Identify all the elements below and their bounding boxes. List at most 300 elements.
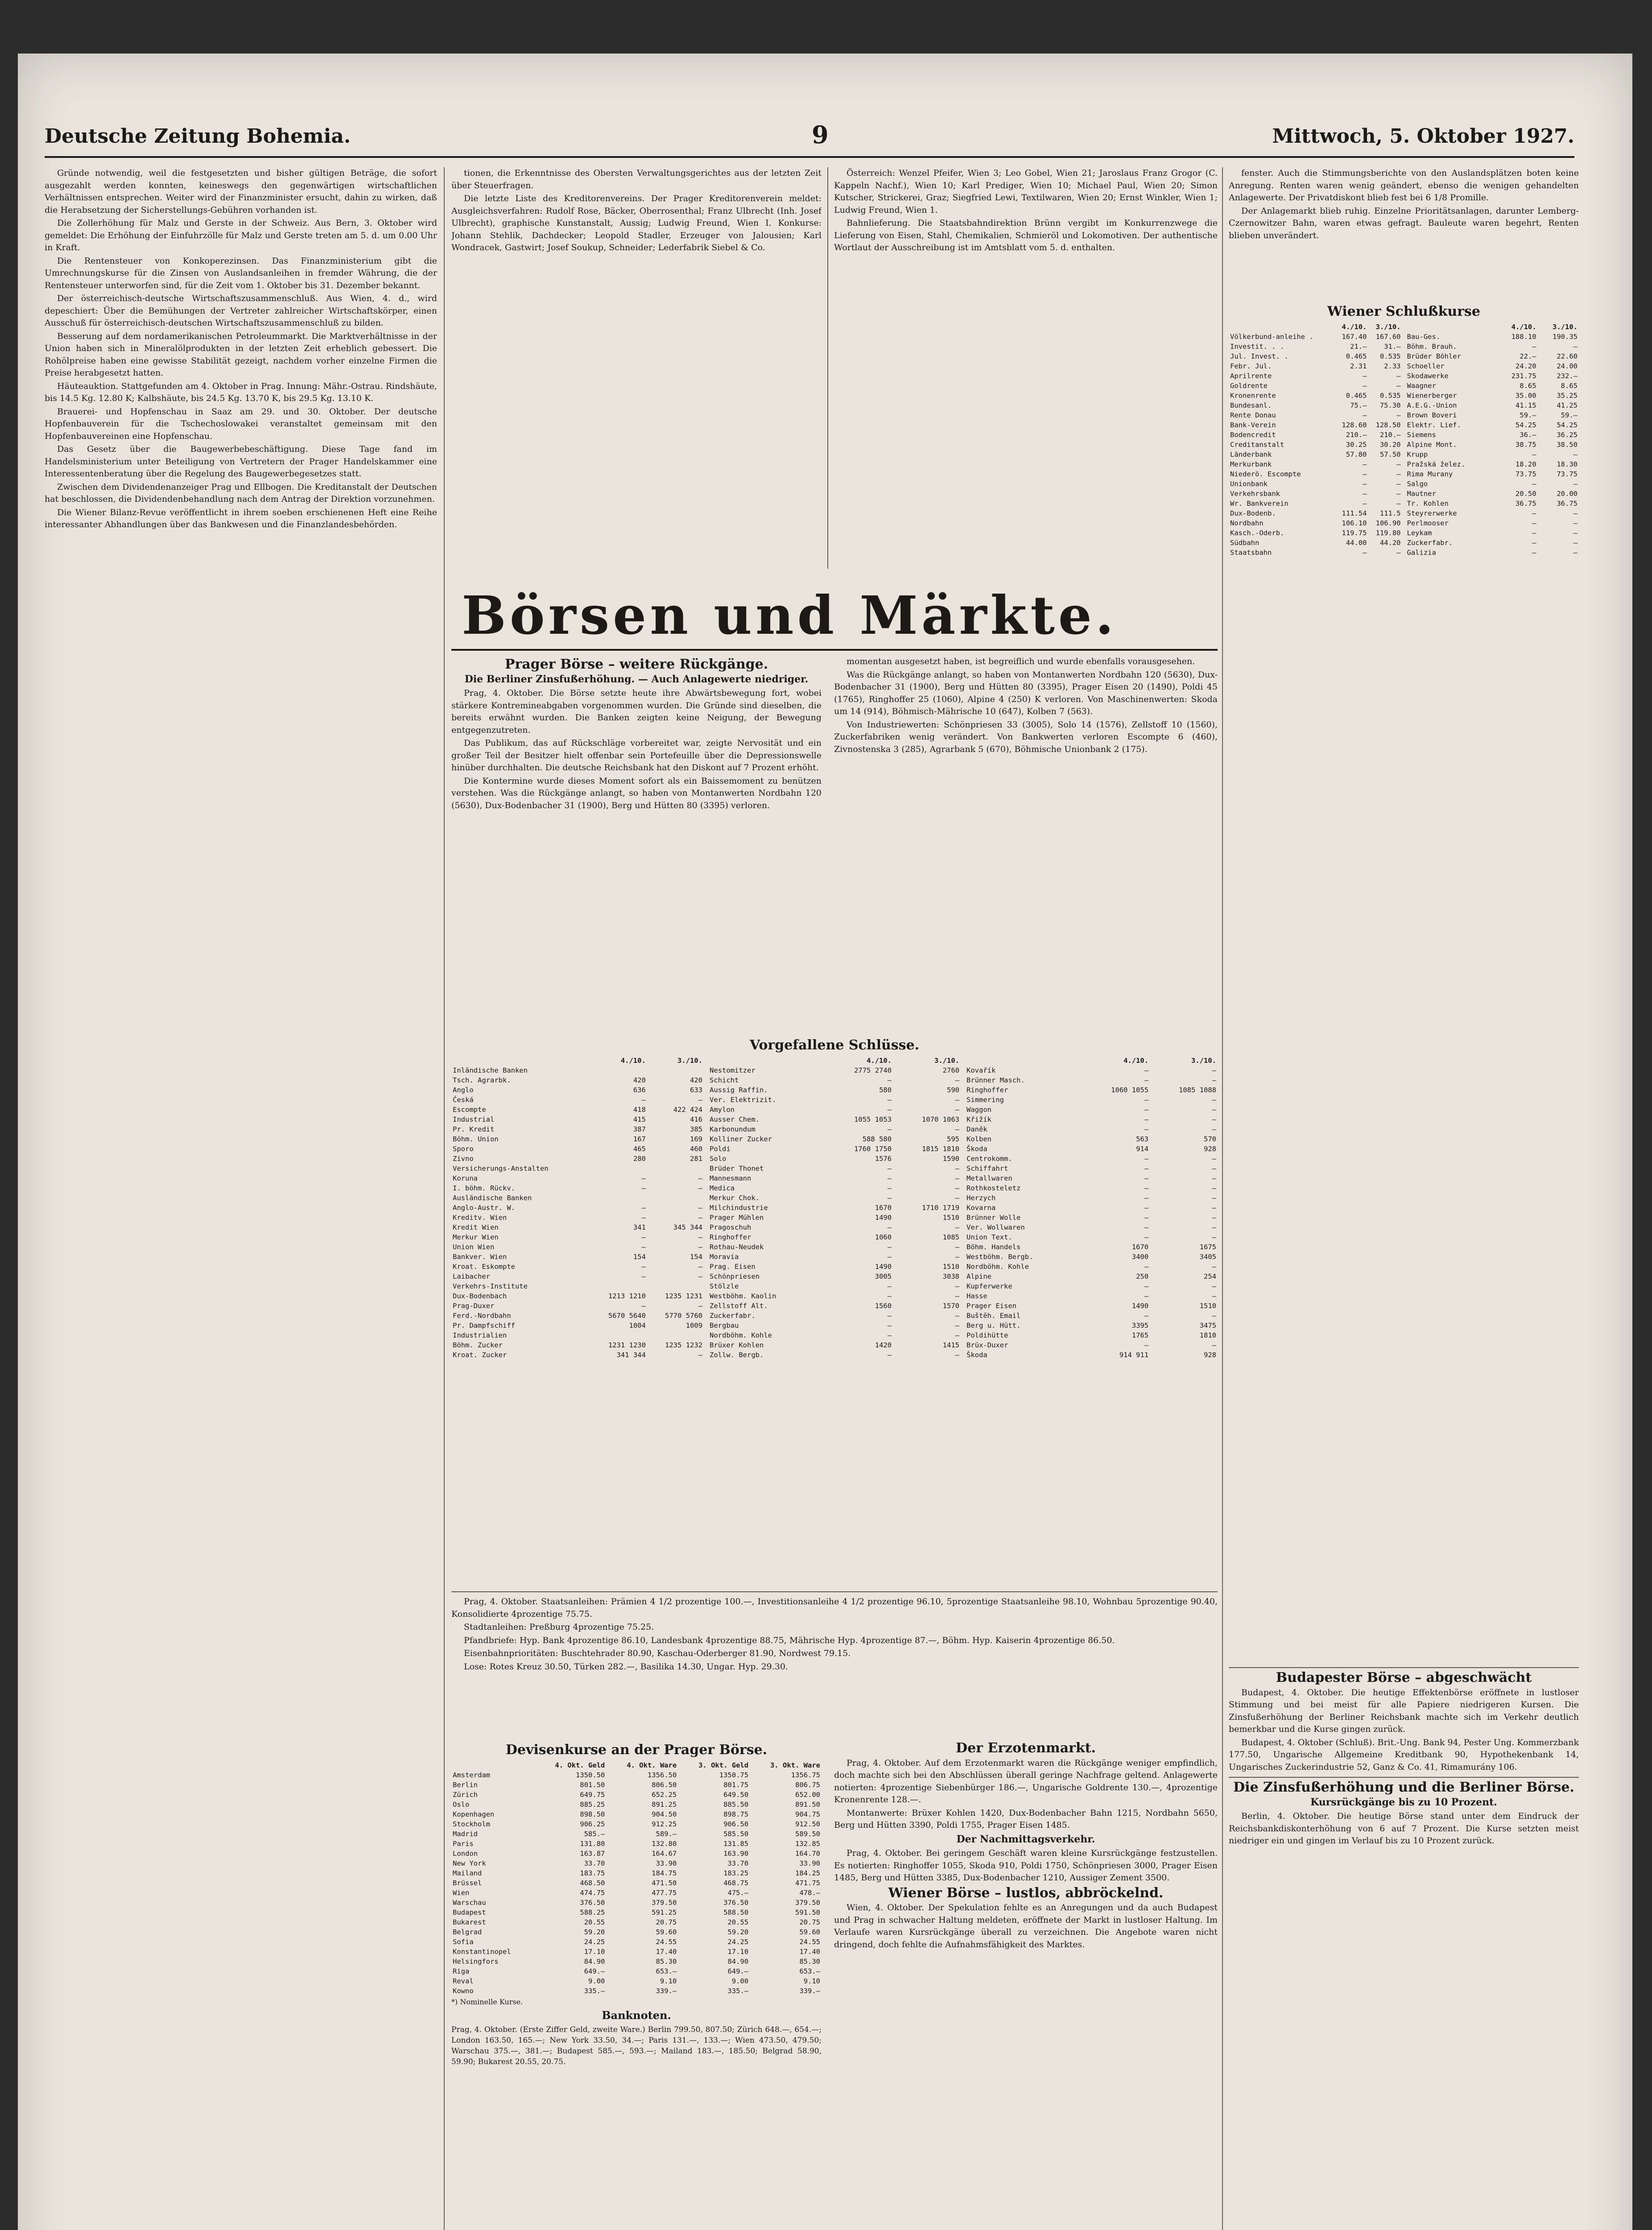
article-paragraph: Das Gesetz über die Baugewerbebeschäftigung. Diese Tage fand im Handelsministerium unter Beteiligung von Vertretern der Prager Handelskammer eine Interessentenberatung über die Regelung des Baugewerbegesetzes statt. xyxy=(45,444,437,479)
kolonne-a-row xyxy=(451,1232,704,1242)
quote-value: 17.40 xyxy=(799,1948,820,1956)
quote-value: 131.80 xyxy=(580,1840,605,1848)
quote-value: 33.70 xyxy=(727,1859,749,1867)
security-name: Zürich xyxy=(453,1791,478,1799)
quote-value: 190.35 xyxy=(1553,333,1578,341)
quote-value: 1815 1810 xyxy=(922,1145,959,1153)
quote-value: 2.33 xyxy=(1384,362,1401,370)
kolonne-a-row xyxy=(451,1075,704,1085)
article-title: Budapester Börse – abgeschwächt xyxy=(1276,1670,1532,1685)
security-name: Waagner xyxy=(1407,382,1436,390)
quote-value: 335.— xyxy=(727,1987,749,1995)
quote-value: 1760 1750 xyxy=(854,1145,892,1153)
kolonne-b-row xyxy=(708,1222,961,1232)
quote-value: 169 xyxy=(690,1135,702,1143)
security-name: Westböhm. Bergb. xyxy=(966,1253,1033,1261)
security-name: Völkerbund-anleihe . xyxy=(1230,333,1313,341)
security-name: Ferd.-Nordbahn xyxy=(453,1312,511,1320)
kolonne-b-row xyxy=(708,1144,961,1154)
security-name: Siemens xyxy=(1407,431,1436,439)
security-name: Escompte xyxy=(453,1106,486,1114)
quote-value: 387 xyxy=(633,1125,646,1133)
quote-value: 59.60 xyxy=(799,1928,820,1936)
quote-value: 898.50 xyxy=(580,1810,605,1818)
security-name: Brüder Böhler xyxy=(1407,352,1461,360)
security-name: Tsch. Agrarbk. xyxy=(453,1076,511,1084)
quote-value: 85.30 xyxy=(799,1957,820,1966)
wien-left-row xyxy=(1229,401,1402,410)
quote-value: 806.75 xyxy=(795,1781,820,1789)
quote-value: 1415 xyxy=(942,1341,959,1349)
kolonne-a-row xyxy=(451,1272,704,1281)
security-name: Mannesmann xyxy=(710,1174,752,1182)
quote-value: 585.50 xyxy=(723,1830,749,1838)
quote-value: 33.90 xyxy=(799,1859,820,1867)
quote-value: 1004 xyxy=(629,1321,646,1330)
quote-value: — xyxy=(887,1331,892,1339)
security-name: Prag. Eisen xyxy=(710,1263,756,1271)
quote-value: — xyxy=(887,1184,892,1192)
quote-value: 20.50 xyxy=(1515,490,1536,498)
security-name: Brüx-Duxer xyxy=(966,1341,1008,1349)
quote-value: 167.60 xyxy=(1375,333,1401,341)
quote-value: 801.50 xyxy=(580,1781,605,1789)
quote-value: 379.50 xyxy=(795,1899,820,1907)
security-name: Wr. Bankverein xyxy=(1230,500,1289,508)
security-name: Industrialien xyxy=(453,1331,507,1339)
article-title: Die Zinsfußerhöhung und die Berliner Börse. xyxy=(1233,1780,1574,1795)
devisen-row xyxy=(451,1966,822,1976)
quote-value: 3475 xyxy=(1199,1321,1216,1330)
security-name: Škoda xyxy=(966,1351,987,1359)
quote-value: 339.— xyxy=(656,1987,677,1995)
kolonne-b-row xyxy=(708,1105,961,1115)
quote-value: 1765 xyxy=(1132,1331,1149,1339)
security-name: Kroat. Zucker xyxy=(453,1351,507,1359)
quote-value: 132.85 xyxy=(795,1840,820,1848)
security-name: Madrid xyxy=(453,1830,478,1838)
quote-value: 1490 xyxy=(1132,1302,1149,1310)
quote-value: 422 424 xyxy=(673,1106,702,1114)
article-paragraph: Wien, 4. Oktober. Der Spekulation fehlte es an Anregungen und da auch Budapest und Prag in schwacher Haltung meldeten, eröffnete der Markt in lustloser Haltung. Im Verlaufe waren Kursrückgänge überall zu verzeichnen. Die Angebote waren nicht dringend, doch fehlte die Aufnahmsfähigkeit des Marktes. xyxy=(834,1903,1218,1949)
quote-value: 1710 1719 xyxy=(922,1204,959,1212)
article-paragraph: Das Publikum, das auf Rückschläge vorbereitet war, zeigte Nervosität und ein großer Teil der Besitzer hielt offenbar sein Portefeuille über die Depressionswelle hinüber durchhalten. Die deutsche Reichsbank hat den Diskont auf 7 Prozent erhöht. xyxy=(451,738,822,772)
kolonne-c-row xyxy=(965,1095,1218,1105)
wien-left-row xyxy=(1229,548,1402,558)
quote-value: 24.55 xyxy=(799,1938,820,1946)
quote-table: 4./10. 3./10. Kovařík — — Brünner Masch. — — Ringhoffer 1060 1055 1085 1088 Simmering — — Waggon — — Křižík — — Daněk — — Kolben 563 570 Škoda 914 928 Centrokomm. — — Schiffahrt — — Metallwaren — — Rothkosteletz — — Herzych — — Kovarna — — Brünner Wolle — — Ver. Wollwaren — — Union Text. — — Böhm. Handels 1670 1675 Westböhm. Bergb. 3400 3405 Nordböhm. Kohle — — Alpine 250 254 Kupferwerke — — Hasse — — Prager Eisen 1490 1510 Buštěh. Email — — Berg u. Hütt. 3395 3475 Poldihütte 1765 1810 Brüx-Duxer — — Škoda 914 911 928 xyxy=(965,1056,1218,1360)
security-name: Herzych xyxy=(966,1194,996,1202)
column-rule xyxy=(827,167,828,569)
kolonne-c-row xyxy=(965,1124,1218,1134)
quote-value: 590 xyxy=(947,1086,959,1094)
security-name: Pragoschuh xyxy=(710,1223,752,1231)
security-name: Böhm. Handels xyxy=(966,1243,1021,1251)
security-name: Bundesanl. xyxy=(1230,401,1272,409)
quote-value: — xyxy=(1212,1066,1216,1074)
quote-value: — xyxy=(955,1312,959,1320)
kolonne-c-row xyxy=(965,1272,1218,1281)
kolonne-b-row xyxy=(708,1232,961,1242)
security-name: London xyxy=(453,1850,478,1858)
kolonne-c-row xyxy=(965,1075,1218,1085)
security-name: Wien xyxy=(453,1889,470,1897)
column-3-lower xyxy=(834,1739,1218,2230)
quote-value: — xyxy=(1573,519,1578,527)
kolonne-a-row xyxy=(451,1183,704,1193)
quote-value: — xyxy=(887,1096,892,1104)
quote-value: — xyxy=(1144,1312,1149,1320)
devisen-row xyxy=(451,1858,822,1868)
quote-value: — xyxy=(1363,470,1367,478)
quote-value: 9.00 xyxy=(588,1977,605,1985)
security-name: Hasse xyxy=(966,1292,987,1300)
security-name: Skodawerke xyxy=(1407,372,1449,380)
quote-value: — xyxy=(641,1184,646,1192)
kolonne-c-row xyxy=(965,1105,1218,1115)
article-paragraph: Die Rentensteuer von Konkoperezinsen. Das Finanzministerium gibt die Umrechnungskurse für die Zinsen von Auslandsanleihen in fremder Währung, die der Rentensteuer unterworfen sind, für die Zeit vom 1. Oktober bis 31. Dezember bekannt. xyxy=(45,256,437,290)
kolonne-c-row xyxy=(965,1134,1218,1144)
security-name: Oslo xyxy=(453,1801,470,1809)
devisen-row xyxy=(451,1986,822,1996)
security-name: Prager Mühlen xyxy=(710,1214,764,1222)
quote-value: 36.— xyxy=(1520,431,1536,439)
quote-value: — xyxy=(1532,539,1536,547)
article-paragraph: Häuteauktion. Stattgefunden am 4. Oktober in Prag. Innung: Mähr.-Ostrau. Rindshäute, bis 14.5 Kg. 12.80 K; Kalbshäute, bis 24.5 Kg. 13.70 K, bis 29.5 Kg. 13.10 K. xyxy=(45,381,437,403)
quote-value: 210.— xyxy=(1379,431,1401,439)
security-name: Dux-Bodenb. xyxy=(1230,509,1276,517)
quote-value: 188.10 xyxy=(1511,333,1536,341)
security-name: Perlmooser xyxy=(1407,519,1449,527)
kolonne-b-row xyxy=(708,1115,961,1124)
kolonne-c-row xyxy=(965,1281,1218,1291)
wien-left-row xyxy=(1229,371,1402,381)
quote-value xyxy=(647,1065,704,1075)
quote-value: 24.25 xyxy=(584,1938,605,1946)
quote-value: 376.50 xyxy=(723,1899,749,1907)
paper-name: Deutsche Zeitung Bohemia. xyxy=(45,125,351,148)
quote-value: 1420 xyxy=(875,1341,892,1349)
kolonne-c-row xyxy=(965,1350,1218,1360)
security-name: Prag-Duxer xyxy=(453,1302,495,1310)
quote-value: 649.— xyxy=(727,1967,749,1975)
quote-value: 1235 1232 xyxy=(665,1341,702,1349)
kolonne-b-row xyxy=(708,1340,961,1350)
security-name: Merkur Wien xyxy=(453,1233,499,1241)
article-paragraph: Brauerei- und Hopfenschau in Saaz am 29. und 30. Oktober. Der deutsche Hopfenbauverein für die Tschechoslowakei veranstaltet gemeinsam mit den Hopfenbauvereinen eine Hopfenschau. xyxy=(45,406,437,441)
quote-value: — xyxy=(955,1351,959,1359)
quote-value: 468.75 xyxy=(723,1879,749,1887)
quote-value: 119.75 xyxy=(1342,529,1367,537)
quote-value: 339.— xyxy=(799,1987,820,1995)
quote-value: 1350.50 xyxy=(575,1771,605,1779)
quote-value: — xyxy=(1144,1263,1149,1271)
quote-table-right: 4./10. 3./10. Bau-Ges. 188.10 190.35 Böhm. Brauh. — — Brüder Böhler 22.— 22.60 Schoeller 24.20 24.00 Skodawerke 231.75 232.— Waagner 8.65 8.65 Wienerberger 35.00 35.25 A.E.G.-Union 41.15 41.25 Brown Boveri 59.— 59.— Elektr. Lief. 54.25 54.25 Siemens 36.— 36.25 Alpine Mont. 38.75 38.50 Krupp — — Pražská želez. 18.20 18.30 Rima Murany 73.75 73.75 Salgo — — Mautner 20.50 20.00 Tr. Kohlen 36.75 36.75 Steyrerwerke — — Perlmooser — — Leykam — — Zuckerfabr. — — Galizia — — xyxy=(1406,322,1579,558)
quote-value: 3395 xyxy=(1132,1321,1149,1330)
page-header xyxy=(45,120,1574,158)
devisen-row xyxy=(451,1947,822,1957)
kolonne-b-row xyxy=(708,1262,961,1272)
quote-value: 8.65 xyxy=(1520,382,1536,390)
quote-value: — xyxy=(1573,343,1578,351)
quote-value: 2775 2740 xyxy=(854,1066,892,1074)
quote-value: — xyxy=(1396,382,1401,390)
wien-right-row xyxy=(1406,489,1579,499)
column-1 xyxy=(45,167,437,2230)
security-name: Karbonundum xyxy=(710,1125,756,1133)
kolonne-b-row xyxy=(708,1134,961,1144)
security-name: Konstantinopel xyxy=(453,1948,511,1956)
quote-value: 0.535 xyxy=(1379,392,1401,400)
security-name: Kolben xyxy=(966,1135,991,1143)
quote-value: 1490 xyxy=(875,1214,892,1222)
security-name: Steyrerwerke xyxy=(1407,509,1457,517)
quote-value: 33.70 xyxy=(584,1859,605,1867)
devisen-row xyxy=(451,1819,822,1829)
quote-value: 633 xyxy=(690,1086,702,1094)
quote-value: — xyxy=(1212,1194,1216,1202)
quote-value: 580 xyxy=(879,1086,892,1094)
quote-value: — xyxy=(1363,490,1367,498)
quote-value: 9.10 xyxy=(660,1977,677,1985)
quote-value: — xyxy=(1144,1115,1149,1123)
quote-value: — xyxy=(887,1282,892,1290)
quote-value: — xyxy=(955,1165,959,1173)
kolonne-a-row xyxy=(451,1321,704,1330)
security-name: Zivno xyxy=(453,1155,474,1163)
security-name: Kreditv. Wien xyxy=(453,1214,507,1222)
wien-right-row xyxy=(1406,469,1579,479)
quote-value: 164.70 xyxy=(795,1850,820,1858)
quote-value: 649.75 xyxy=(580,1791,605,1799)
quote-value: — xyxy=(955,1076,959,1084)
quote-value: — xyxy=(1212,1125,1216,1133)
quote-value: 36.25 xyxy=(1557,431,1578,439)
kolonne-b-row xyxy=(708,1164,961,1173)
quote-value: 906.25 xyxy=(580,1820,605,1828)
quote-value: 38.75 xyxy=(1515,441,1536,449)
quote-value: 17.10 xyxy=(727,1948,749,1956)
quote-value: 589.50 xyxy=(795,1830,820,1838)
quote-value: 111.5 xyxy=(1379,509,1401,517)
security-name: Union Text. xyxy=(966,1233,1012,1241)
quote-value: 652.00 xyxy=(795,1791,820,1799)
article-paragraph: Montanwerte: Brüxer Kohlen 1420, Dux-Bodenbacher Bahn 1215, Nordbahn 5650, Berg und Hütten 3390, Poldi 1755, Prager Eisen 1485. xyxy=(834,1808,1218,1830)
quote-value: 0.465 xyxy=(1346,352,1367,360)
quote-value: — xyxy=(1396,460,1401,468)
security-name: Poldi xyxy=(710,1145,731,1153)
quote-value: 385 xyxy=(690,1125,702,1133)
column-2-top xyxy=(451,167,822,569)
wien-left-row xyxy=(1229,469,1402,479)
column-3-top xyxy=(834,167,1218,569)
security-name: Krupp xyxy=(1407,450,1428,458)
quote-value: — xyxy=(955,1292,959,1300)
kolonne-c-row xyxy=(965,1252,1218,1262)
quote-value: — xyxy=(1396,480,1401,488)
quote-value: 420 xyxy=(633,1076,646,1084)
quote-value: — xyxy=(1532,519,1536,527)
quote-value: 281 xyxy=(690,1155,702,1163)
wien-left-row xyxy=(1229,489,1402,499)
quote-value: — xyxy=(1212,1106,1216,1114)
security-name: Stockholm xyxy=(453,1820,490,1828)
article-paragraph: Lose: Rotes Kreuz 30.50, Türken 282.—, Basilika 14.30, Ungar. Hyp. 29.30. xyxy=(464,1661,789,1672)
quote-value: — xyxy=(1144,1223,1149,1231)
quote-value: 35.00 xyxy=(1515,392,1536,400)
quote-value: 21.— xyxy=(1350,343,1367,351)
quote-value: — xyxy=(698,1174,702,1182)
article-paragraph: Prag, 4. Oktober. Die Börse setzte heute ihre Abwärtsbewegung fort, wobei stärkere Kontremineabgaben vorgenommen wurden. Die Gründe sind dieselben, die bereits erwähnt wurden. Die Banken zeigten keine Neigung, der Bewegung entgegenzutreten. xyxy=(451,688,822,735)
quote-value: 1060 1055 xyxy=(1111,1086,1149,1094)
quote-value: — xyxy=(1363,372,1367,380)
devisen-table: 4. Okt. Geld 4. Okt. Ware 3. Okt. Geld 3. Okt. Ware Amsterdam 1350.50 1356.50 1350.75 1356.75 Berlin 801.50 806.50 801.75 806.75 Zürich 649.75 652.25 649.50 652.00 Oslo 885.25 891.25 885.50 891.50 Kopenhagen 898.50 904.50 898.75 904.75 Stockholm 906.25 912.25 906.50 912.50 Madrid 585.— 589.— 585.50 589.50 Paris 131.80 132.80 131.85 132.85 London 163.87 164.67 163.90 164.70 New York 33.70 33.90 33.70 33.90 Mailand 183.75 184.75 183.25 184.25 Brüssel 468.50 471.50 468.75 471.75 Wien 474.75 477.75 475.— 478.— Warschau 376.50 379.50 376.50 379.50 Budapest 588.25 591.25 588.50 591.50 Bukarest 20.55 20.75 20.55 20.75 Belgrad 59.20 59.60 59.20 59.60 Sofia 24.25 24.55 24.25 24.55 Konstantinopel 17.10 17.40 17.10 17.40 Helsingfors 84.90 85.30 84.90 85.30 Riga 649.— 653.— 649.— 653.— Reval 9.00 9.10 9.00 9.10 Kowno 335.— 339.— 335.— 339.— xyxy=(451,1760,822,1996)
quote-value: 44.00 xyxy=(1346,539,1367,547)
devisen-row xyxy=(451,1770,822,1780)
article-paragraph: Von Industriewerten: Schönpriesen 33 (3005), Solo 14 (1576), Zellstoff 10 (1560), Zuckerfabriken wenig verändert. Von Bankwerten verloren Escompte 6 (460), Zivnostenska 3 (285), Agrarbank 5 (670), Böhmische Unionbank 2 (175). xyxy=(834,719,1218,754)
wien-left-row xyxy=(1229,391,1402,401)
quote-value: 36.75 xyxy=(1515,500,1536,508)
security-name: Kowno xyxy=(453,1987,474,1995)
wien-right-row xyxy=(1406,391,1579,401)
article-paragraph: Die Zollerhöhung für Malz und Gerste in der Schweiz. Aus Bern, 3. Oktober wird gemeldet: Die Erhöhung der Einfuhrzölle für Malz und Gerste treten am 5. d. um 0.00 Uhr in Kraft. xyxy=(45,218,437,252)
quote-value: — xyxy=(1212,1155,1216,1163)
security-name: Jul. Invest. . xyxy=(1230,352,1289,360)
quote-value: — xyxy=(698,1351,702,1359)
quote-value: 1560 xyxy=(875,1302,892,1310)
quote-value: 591.25 xyxy=(652,1908,677,1916)
security-name: Moravia xyxy=(710,1253,739,1261)
security-name: Daněk xyxy=(966,1125,987,1133)
quote-value: — xyxy=(698,1184,702,1192)
kolonne-c-row xyxy=(965,1173,1218,1183)
quote-value: 73.75 xyxy=(1557,470,1578,478)
kolonne-a-row xyxy=(451,1173,704,1183)
quote-value: — xyxy=(1573,480,1578,488)
security-name: Schiffahrt xyxy=(966,1165,1008,1173)
kolonne-c-row xyxy=(965,1232,1218,1242)
quote-value xyxy=(591,1330,647,1340)
security-name: Bau-Ges. xyxy=(1407,333,1441,341)
quote-value: 898.75 xyxy=(723,1810,749,1818)
quote-value: 1356.75 xyxy=(791,1771,820,1779)
quote-value: 891.25 xyxy=(652,1801,677,1809)
security-name: Pr. Dampfschiff xyxy=(453,1321,515,1330)
quote-value: 106.90 xyxy=(1375,519,1401,527)
devisen-row xyxy=(451,1878,822,1888)
kolonne-c-row xyxy=(965,1213,1218,1222)
quote-value: 163.87 xyxy=(580,1850,605,1858)
wien-left-row xyxy=(1229,420,1402,430)
wien-right-row xyxy=(1406,548,1579,558)
quote-value: 73.75 xyxy=(1515,470,1536,478)
quote-value: 59.— xyxy=(1520,411,1536,419)
security-name: Schicht xyxy=(710,1076,739,1084)
quote-value: — xyxy=(1396,372,1401,380)
quote-value: 1490 xyxy=(875,1263,892,1271)
quote-value: — xyxy=(641,1214,646,1222)
quote-value: — xyxy=(1532,529,1536,537)
quote-value: 59.20 xyxy=(584,1928,605,1936)
quote-value: 22.— xyxy=(1520,352,1536,360)
quote-value: 119.80 xyxy=(1375,529,1401,537)
security-name: Česká xyxy=(453,1096,474,1104)
security-name: Merkur Chok. xyxy=(710,1194,760,1202)
quote-value: — xyxy=(887,1165,892,1173)
quote-value: 1510 xyxy=(942,1263,959,1271)
security-name: Kovarna xyxy=(966,1204,996,1212)
security-name: Merkurbank xyxy=(1230,460,1272,468)
quote-value: — xyxy=(1144,1125,1149,1133)
kolonne-b-row xyxy=(708,1291,961,1301)
quote-value: 254 xyxy=(1204,1272,1216,1280)
quote-value: — xyxy=(698,1233,702,1241)
quote-value: — xyxy=(1396,490,1401,498)
security-name: Creditanstalt xyxy=(1230,441,1284,449)
quote-value: — xyxy=(1532,450,1536,458)
security-name: Nestomitzer xyxy=(710,1066,756,1074)
kolonne-b-row xyxy=(708,1330,961,1340)
quote-value: — xyxy=(887,1174,892,1182)
wien-right-row xyxy=(1406,401,1579,410)
quote-value: — xyxy=(1363,460,1367,468)
quote-value: 0.535 xyxy=(1379,352,1401,360)
quote-value: 8.65 xyxy=(1561,382,1578,390)
kolonne-b-row xyxy=(708,1124,961,1134)
security-name: Salgo xyxy=(1407,480,1428,488)
security-name: Böhm. Union xyxy=(453,1135,499,1143)
kolonne-b-row xyxy=(708,1213,961,1222)
kolonne-a-row xyxy=(451,1105,704,1115)
quote-value: 128.50 xyxy=(1375,421,1401,429)
security-name: Kolliner Zucker xyxy=(710,1135,772,1143)
quote-value: 478.— xyxy=(799,1889,820,1897)
security-name: Verkehrs-Institute xyxy=(453,1282,528,1290)
security-name: Nordböhm. Kohle xyxy=(710,1331,772,1339)
quote-value: — xyxy=(1573,450,1578,458)
devisen-row xyxy=(451,1839,822,1849)
wien-right-row xyxy=(1406,538,1579,548)
security-name: Zuckerfabr. xyxy=(710,1312,756,1320)
security-name: Rothkosteletz xyxy=(966,1184,1021,1192)
quote-value: 75.30 xyxy=(1379,401,1401,409)
staatsanleihen-text xyxy=(451,1588,1218,1726)
kolonne-a-row xyxy=(451,1144,704,1154)
quote-value xyxy=(647,1330,704,1340)
quote-value: — xyxy=(1212,1312,1216,1320)
kolonne-a-row xyxy=(451,1134,704,1144)
quote-value: 570 xyxy=(1204,1135,1216,1143)
quote-value: — xyxy=(641,1272,646,1280)
article-subtitle: Kursrückgänge bis zu 10 Prozent. xyxy=(1310,1796,1497,1808)
wien-left-row xyxy=(1229,410,1402,420)
article-paragraph: Gründe notwendig, weil die festgesetzten und bisher gültigen Beträge, die sofort ausgezahlt werden konnten, keineswegs den gegenwärtigen wirtschaftlichen Verhältnissen entsprechen. Weiter wird der Finanzminister ersucht, dahin zu wirken, daß die Herabsetzung der Sicherstellungs-Gebühren vorhanden ist. xyxy=(45,168,437,215)
kolonne-a-row xyxy=(451,1262,704,1272)
quote-value: 474.75 xyxy=(580,1889,605,1897)
quote-value: — xyxy=(887,1223,892,1231)
quote-value: — xyxy=(641,1174,646,1182)
quote-value: — xyxy=(1532,343,1536,351)
security-name: Sporo xyxy=(453,1145,474,1153)
quote-value: 54.25 xyxy=(1515,421,1536,429)
article-paragraph: Budapest, 4. Oktober (Schluß). Brit.-Ung. Bank 94, Pester Ung. Kommerzbank 177.50, Ungarische Allgemeine Kreditbank 90, Hypothekenbank 14, Ungarisches Zuckerindustrie 52, Ganz & Co. 41, Rimamurány 106. xyxy=(1229,1737,1579,1772)
kolonne-c-row xyxy=(965,1183,1218,1193)
quote-value: — xyxy=(641,1096,646,1104)
security-name: Bankver. Wien xyxy=(453,1253,507,1261)
security-name: Kupferwerke xyxy=(966,1282,1012,1290)
article-paragraph: Der österreichisch-deutsche Wirtschaftszusammenschluß. Aus Wien, 4. d., wird depeschiert: Über die Bemühungen der Vertreter zahlreicher Wirtschaftskörper, einen Ausschuß für österreichisch-deutschen Wirtschaftszusammenschluß zu bilden. xyxy=(45,293,437,328)
security-name: Paris xyxy=(453,1840,474,1848)
